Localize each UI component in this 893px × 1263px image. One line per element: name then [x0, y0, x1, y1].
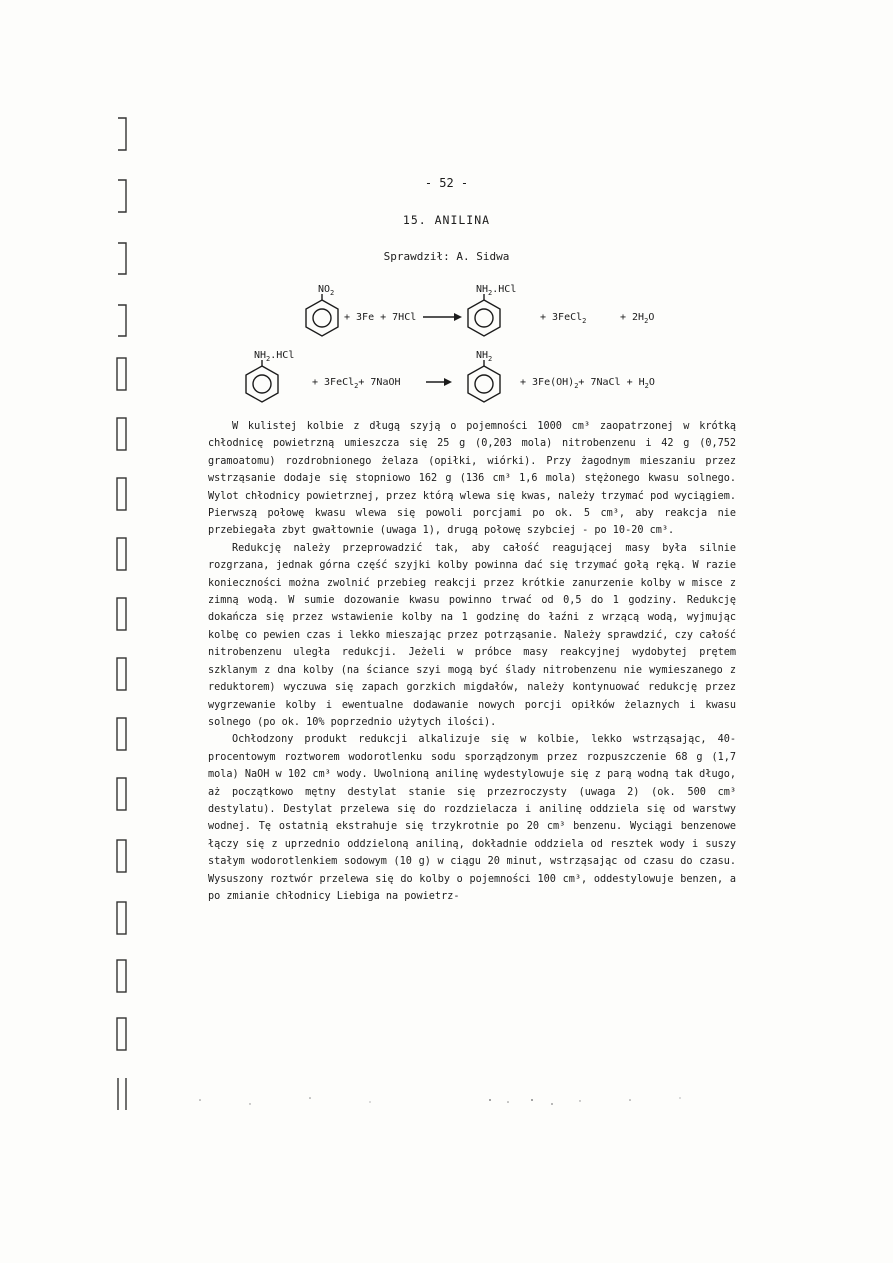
svg-text:+ 3FeCl2: + 3FeCl$_2$ — [540, 312, 587, 325]
binding-holes — [104, 100, 140, 1200]
reaction-2 — [246, 350, 655, 402]
reaction1-arrow — [423, 313, 462, 321]
svg-text:NH2.HCl: $NH_2.HCl$ — [254, 350, 295, 363]
reaction-scheme — [240, 282, 720, 410]
section-title: 15. ANILINA — [402, 213, 491, 227]
reaction2-arrow — [426, 378, 452, 386]
svg-text:NO2: $NO_2$ — [318, 284, 335, 297]
anilinium-structure — [468, 294, 500, 336]
procedure-text — [208, 418, 736, 905]
aniline-structure — [468, 360, 500, 402]
nitrobenzene-structure — [306, 294, 338, 336]
paragraph-3: Ochłodzony produkt redukcji alkalizuje się w kolbie, lekko wstrząsając, 40-procentowym roztworem wodorotlenku sodu sporządzonym przez rozpuszczenie 68 g (1,7 mola) NaOH w 102 cm³ wody. Uwolnioną anilinę wydestylowuje się z parą wodną tak długo, aż początkowo mętny destylat stanie się przezroczysty (uwaga 2) (ok. 500 cm³ destylatu). Destylat przelewa się do rozdzielacza i anilinę oddziela się od warstwy wodnej. Tę ostatnią ekstrahuje się trzykrotnie po 20 cm³ benzenu. Wyciągi benzenowe łączy się z uprzednio oddzieloną aniliną, dokładnie oddziela od resztek wody i suszy stałym wodorotlenkiem sodowym (10 g) w ciągu 20 minut, wstrząsając od czasu do czasu. Wysuszony roztwór przelewa się do kolby o pojemności 100 cm³, oddestylowuje benzen, a po zmianie chłodnicy Liebiga na powietrz- — [208, 734, 736, 902]
anilinium-structure-2 — [246, 360, 278, 402]
nitro-label: NO — [318, 284, 331, 295]
paragraph-1: W kulistej kolbie z długą szyją o pojemności 1000 cm³ zaopatrzonej w krótką chłodnicę powietrzną umieszcza się 25 g (0,203 mola) nitrobenzenu i 42 g (0,752 gramoatomu) rozdrobnionego żelaza (opiłki, wiórki). Przy żagodnym mieszaniu przez wstrząsanie dodaje się stopniowo 162 g (136 cm³ 1,6 mola) stężonego kwasu solnego. Wylot chłodnicy powietrznej, przez którą wlewa się kwas, należy trzymać pod wyciągiem. Pierwszą połowę kwasu wlewa się powoli porcjami po ok. 5 cm³, aby reakcja nie przebiegała zbyt gwałtownie (uwaga 1), drugą połowę szybciej - po 10-20 cm³. — [208, 421, 736, 537]
reaction1-reagents: + 3Fe + 7HCl — [344, 312, 417, 323]
reaction-1 — [306, 284, 654, 336]
checked-by: Sprawdził: A. Sidwa — [383, 250, 510, 263]
svg-text:NH2: $NH_2$ — [476, 350, 493, 363]
scan-noise — [160, 1080, 720, 1120]
paragraph-2: Redukcję należy przeprowadzić tak, aby całość reagującej masy była silnie rozgrzana, jednak górna część szyjki kolby powinna dać się trzymać gołą ręką. W razie konieczności można zwolnić przebieg reakcji przez krótkie zanurzenie kolby w misce z zimną wodą. W sumie dozowanie kwasu powinno trwać od 0,5 do 1 godziny. Redukcję dokańcza się przez wstawienie kolby na 1 godzinę do łaźni z wrzącą wodą, wyjmując kolbę co pewien czas i lekko mieszając przez potrząsanie. Należy sprawdzić, czy całość nitrobenzenu uległa redukcji. Jeżeli w próbce masy reakcyjnej wydobytej prętem szklanym z dna kolby (na ściance szyi mogą być ślady nitrobenzenu nie wymieszanego z reduktorem) wyczuwa się zapach gorzkich migdałów, należy kontynuować redukcję przez wygrzewanie kolby i ewentualne dodawanie nowych porcji opiłków żelaznych i kwasu solnego (po ok. 10% poprzednio użytych ilości). — [208, 542, 736, 728]
reaction-equations — [240, 282, 720, 410]
svg-text:+ 3Fe(OH)2+ 7NaCl + H2O: + $3Fe(OH)_2+$ 7NaCl + $H_2O$ — [520, 377, 655, 390]
page-number: - 52 - — [424, 176, 469, 190]
svg-text:+ 3FeCl2+ 7NaOH: + 3FeCl$_2$+ 7NaOH — [312, 377, 401, 390]
svg-text:+ 2H2O: + $2H_2O$ — [620, 312, 655, 325]
svg-text:NH2.HCl: $NH_2.HCl$ — [476, 284, 517, 297]
binding-holes-graphic — [104, 100, 140, 1200]
